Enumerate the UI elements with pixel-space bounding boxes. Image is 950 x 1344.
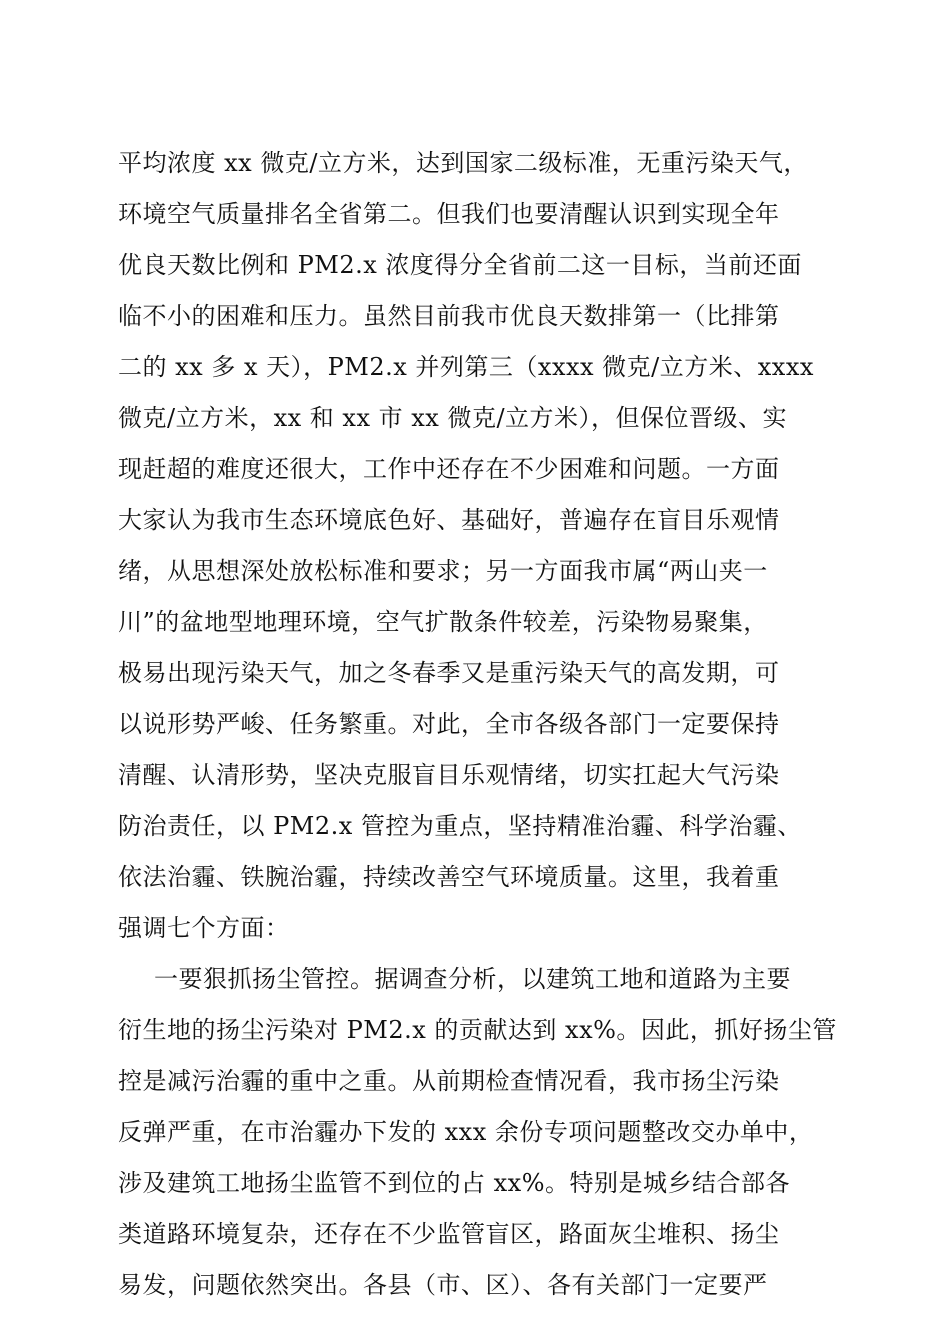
text-line: 平均浓度 xx 微克/立方米，达到国家二级标准，无重污染天气， [118,149,808,177]
text-line: 极易出现污染天气，加之冬春季又是重污染天气的高发期，可 [118,659,780,687]
text-line: 现赶超的难度还很大，工作中还存在不少困难和问题。一方面 [118,455,780,483]
text-line: 控是减污治霾的重中之重。从前期检查情况看，我市扬尘污染 [118,1067,780,1095]
text-line: 防治责任，以 PM2.x 管控为重点，坚持精准治霾、科学治霾、 [118,812,802,840]
text-line: 以说形势严峻、任务繁重。对此，全市各级各部门一定要保持 [118,710,780,738]
text-line: 易发，问题依然突出。各县（市、区）、各有关部门一定要严 [118,1271,768,1299]
text-line: 衍生地的扬尘污染对 PM2.x 的贡献达到 xx%。因此，抓好扬尘管 [118,1016,837,1044]
text-line: 一要狠抓扬尘管控。据调查分析，以建筑工地和道路为主要 [154,965,791,993]
text-line: 临不小的困难和压力。虽然目前我市优良天数排第一（比排第 [118,302,780,330]
text-line: 反弹严重，在市治霾办下发的 xxx 余份专项问题整改交办单中， [118,1118,814,1146]
text-line: 清醒、认清形势，坚决克服盲目乐观情绪，切实扛起大气污染 [118,761,780,789]
text-line: 依法治霾、铁腕治霾，持续改善空气环境质量。这里，我着重 [118,863,780,891]
text-line: 强调七个方面： [118,914,290,942]
text-line: 二的 xx 多 x 天），PM2.x 并列第三（xxxx 微克/立方米、xxxx [118,353,814,381]
text-line: 大家认为我市生态环境底色好、基础好，普遍存在盲目乐观情 [118,506,780,534]
text-line: 绪，从思想深处放松标准和要求；另一方面我市属“两山夹一 [118,557,768,585]
paragraph-2 [118,954,838,1311]
text-line: 优良天数比例和 PM2.x 浓度得分全省前二这一目标，当前还面 [118,251,802,279]
text-line: 川”的盆地型地理环境，空气扩散条件较差，污染物易聚集， [118,608,768,636]
text-line: 环境空气质量排名全省第二。但我们也要清醒认识到实现全年 [118,200,780,228]
text-line: 类道路环境复杂，还存在不少监管盲区，路面灰尘堆积、扬尘 [118,1220,780,1248]
paragraph-1 [118,138,838,954]
text-line: 微克/立方米，xx 和 xx 市 xx 微克/立方米），但保位晋级、实 [118,404,788,432]
text-line: 涉及建筑工地扬尘监管不到位的占 xx%。特别是城乡结合部各 [118,1169,791,1197]
document-body [118,138,838,1311]
